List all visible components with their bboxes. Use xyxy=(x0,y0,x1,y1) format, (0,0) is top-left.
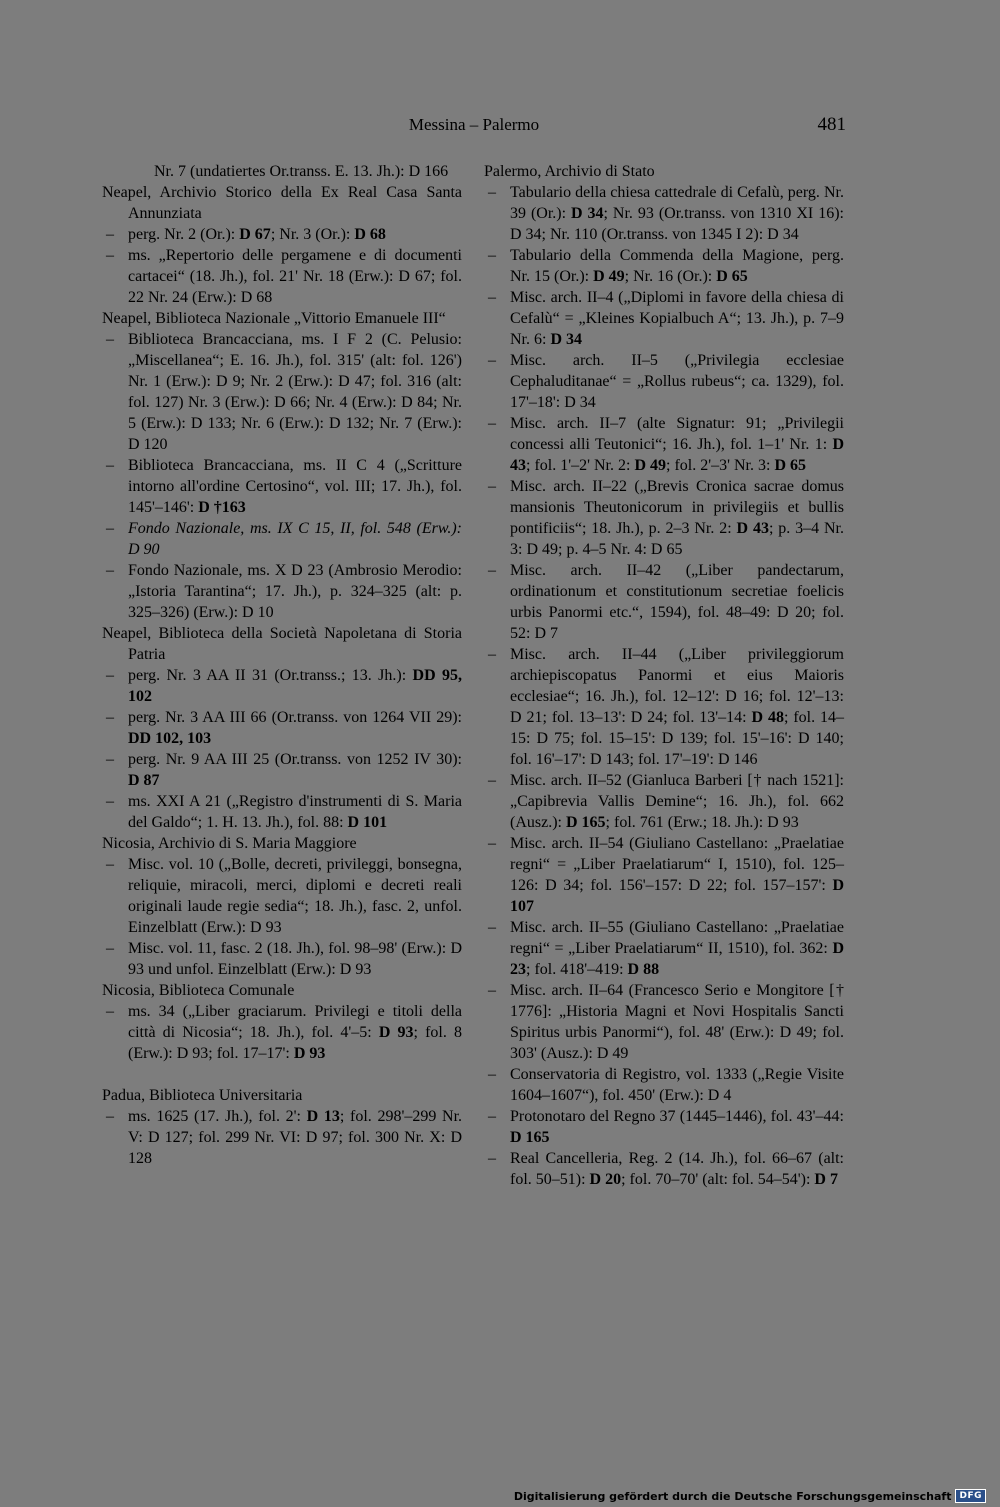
entry-text: Biblioteca Brancacciana, ms. I F 2 (C. Pelusio: „Miscellanea“; E. 16. Jh.), fol. 315' (alt: fol. 126') Nr. 1 (Erw.): D 9; Nr. 2 (Erw.): D 47; fol. 316 (alt: fol. 127) Nr. 3 (Erw.): D 66; Nr. 4 (Erw.): D 84; Nr. 5 (Erw.): D 133; Nr. 6 (Erw.): D 132; Nr. 7 (Erw.): D 120 xyxy=(128,331,462,453)
dash-marker: – xyxy=(488,478,496,495)
archive-heading: Neapel, Archivio Storico della Ex Real Casa Santa Annunziata xyxy=(102,184,462,222)
bullet-entry xyxy=(102,791,462,833)
dash-marker: – xyxy=(488,772,496,789)
entry-text: Misc. arch. II–42 („Liber pandectarum, ordinationum et constitutionum secretiae foelicis urbis Panormi etc.“, 1594), fol. 48–49: D 20; fol. 52: D 7 xyxy=(510,562,844,642)
entry-text: ms. 34 („Liber graciarum. Privilegi e titoli della città di Nicosia“; 18. Jh.), fol. 4'–5: D 93; fol. 8 (Erw.): D 93; fol. 17–17': D 93 xyxy=(128,1003,462,1062)
entry-text: Fondo Nazionale, ms. X D 23 (Ambrosio Merodio: „Istoria Tarantina“; 17. Jh.), p. 324–325 (alt: p. 325–326) (Erw.): D 10 xyxy=(128,562,462,621)
dash-marker: – xyxy=(106,520,114,537)
archive-heading: Palermo, Archivio di Stato xyxy=(484,163,655,180)
entry-text: Conservatoria di Registro, vol. 1333 („Regie Visite 1604–1607“), fol. 450' (Erw.): D 4 xyxy=(510,1066,844,1104)
archive-heading: Nicosia, Biblioteca Comunale xyxy=(102,982,295,999)
entry-text: Misc. arch. II–4 („Diplomi in favore della chiesa di Cefalù“ = „Kleines Kopialbuch A“; 13. Jh.), p. 7–9 Nr. 6: D 34 xyxy=(510,289,844,348)
bullet-entry xyxy=(484,1148,844,1190)
bullet-entry xyxy=(102,245,462,308)
entry-text: ms. „Repertorio delle pergamene e di documenti cartacei“ (18. Jh.), fol. 21' Nr. 18 (Erw.): D 67; fol. 22 Nr. 24 (Erw.): D 68 xyxy=(128,247,462,306)
entry-text: perg. Nr. 9 AA III 25 (Or.transs. von 1252 IV 30): D 87 xyxy=(128,751,462,789)
footer-credit: Digitalisierung gefördert durch die Deutsche Forschungsgemeinschaft xyxy=(513,1489,952,1503)
entry-text: ms. XXI A 21 („Registro d'instrumenti di S. Maria del Galdo“; 1. H. 13. Jh.), fol. 88: D 101 xyxy=(128,793,462,831)
running-header: Messina – Palermo xyxy=(408,115,540,134)
dash-marker: – xyxy=(488,247,496,264)
archive-heading: Neapel, Biblioteca Nazionale „Vittorio Emanuele III“ xyxy=(102,310,446,327)
bullet-entry xyxy=(102,665,462,707)
dash-marker: – xyxy=(488,1150,496,1167)
archive-heading: Nicosia, Archivio di S. Maria Maggiore xyxy=(102,835,357,852)
dash-marker: – xyxy=(106,226,114,243)
bullet-entry xyxy=(484,476,844,560)
dash-marker: – xyxy=(106,751,114,768)
bullet-entry xyxy=(484,917,844,980)
dash-marker: – xyxy=(488,646,496,663)
dash-marker: – xyxy=(488,562,496,579)
entry-text: Tabulario della Commenda della Magione, perg. Nr. 15 (Or.): D 49; Nr. 16 (Or.): D 65 xyxy=(510,247,844,285)
bullet-entry xyxy=(484,1106,844,1148)
dash-marker: – xyxy=(106,709,114,726)
entry-text: perg. Nr. 2 (Or.): D 67; Nr. 3 (Or.): D 68 xyxy=(128,226,386,243)
entry-text: Protonotaro del Regno 37 (1445–1446), fol. 43'–44: D 165 xyxy=(510,1108,844,1146)
entry-text: perg. Nr. 3 AA III 66 (Or.transs. von 1264 VII 29): DD 102, 103 xyxy=(128,709,462,747)
dash-marker: – xyxy=(106,247,114,264)
archive-heading: Padua, Biblioteca Universitaria xyxy=(102,1087,303,1104)
dash-marker: – xyxy=(488,415,496,432)
dash-marker: – xyxy=(106,856,114,873)
entry-text: ms. 1625 (17. Jh.), fol. 2': D 13; fol. 298'–299 Nr. V: D 127; fol. 299 Nr. VI: D 97; fol. 300 Nr. X: D 128 xyxy=(128,1108,463,1167)
dash-marker: – xyxy=(488,1108,496,1125)
dash-marker: – xyxy=(106,1003,114,1020)
bullet-entry xyxy=(102,1106,462,1169)
entry-text: Misc. arch. II–22 („Brevis Cronica sacrae domus mansionis Theutonicorum in privilegiis et bullis pontificiis“; 18. Jh.), p. 2–3 Nr. 2: D 43; p. 3–4 Nr. 3: D 49; p. 4–5 Nr. 4: D 65 xyxy=(510,478,845,558)
dash-marker: – xyxy=(488,982,496,999)
dash-marker: – xyxy=(488,835,496,852)
bullet-entry xyxy=(484,833,844,917)
bullet-entry xyxy=(484,644,844,770)
left-column xyxy=(102,161,462,1169)
continuation-entry: Nr. 7 (undatiertes Or.transs. E. 13. Jh.): D 166 xyxy=(154,163,449,180)
bullet-entry xyxy=(484,770,844,833)
bullet-entry xyxy=(102,854,462,938)
dash-marker: – xyxy=(106,457,114,474)
dash-marker: – xyxy=(488,289,496,306)
entry-text: Misc. arch. II–55 (Giuliano Castellano: „Praelatiae regni“ = „Liber Praelatiarum“ II, 1510), fol. 362: D 23; fol. 418'–419: D 88 xyxy=(510,919,844,978)
entry-text: Fondo Nazionale, ms. IX C 15, II, fol. 548 (Erw.): D 90 xyxy=(128,520,462,558)
bullet-entry xyxy=(484,1064,844,1106)
entry-text: Misc. arch. II–5 („Privilegia ecclesiae Cephaluditanae“ = „Rollus rubeus“; ca. 1329), fol. 17'–18': D 34 xyxy=(510,352,844,411)
bullet-entry xyxy=(484,560,844,644)
bullet-entry xyxy=(102,938,462,980)
bullet-entry xyxy=(102,329,462,455)
entry-text: Misc. arch. II–44 („Liber privileggiorum archiepiscopatus Panormi et eius Maioris ecclesiae“; 16. Jh.), fol. 12–12': D 16; fol. 12'–13: D 21; fol. 13–13': D 24; fol. 13'–14: D 48; fol. 14–15: D 75; fol. 15–15': D 139; fol. 15'–16': D 140; fol. 16'–17': D 143; fol. 17'–19': D 146 xyxy=(510,646,845,768)
bullet-entry xyxy=(102,455,462,518)
footer xyxy=(514,1489,986,1503)
entry-text: perg. Nr. 3 AA II 31 (Or.transs.; 13. Jh.): DD 95, 102 xyxy=(128,667,463,705)
bullet-entry xyxy=(484,350,844,413)
bullet-entry xyxy=(484,413,844,476)
dash-marker: – xyxy=(488,352,496,369)
entry-text: Real Cancelleria, Reg. 2 (14. Jh.), fol. 66–67 (alt: fol. 50–51): D 20; fol. 70–70' (alt: fol. 54–54'): D 7 xyxy=(510,1150,844,1188)
dash-marker: – xyxy=(106,793,114,810)
entry-text: Misc. arch. II–64 (Francesco Serio e Mongitore [† 1776]: „Historia Magni et Novi Hospitalis Sancti Spiritus urbis Panormi“), fol. 48' (Erw.): D 49; fol. 303' (Ausz.): D 49 xyxy=(510,982,844,1062)
dash-marker: – xyxy=(106,562,114,579)
bullet-entry xyxy=(102,749,462,791)
bullet-entry xyxy=(102,560,462,623)
dash-marker: – xyxy=(488,919,496,936)
bullet-entry xyxy=(102,1001,462,1064)
bullet-entry xyxy=(484,245,844,287)
dash-marker: – xyxy=(488,184,496,201)
bullet-entry xyxy=(484,980,844,1064)
dfg-logo: DFG xyxy=(955,1489,986,1503)
entry-text: Misc. vol. 10 („Bolle, decreti, privileggi, bonsegna, reliquie, miracoli, merci, diplomi e decreti reali originali laude regie sedia“; 18. Jh.), fasc. 2, unfol. Einzelblatt (Erw.): D 93 xyxy=(128,856,462,936)
bullet-entry xyxy=(102,518,462,560)
page-number: 481 xyxy=(817,114,846,135)
dash-marker: – xyxy=(488,1066,496,1083)
dash-marker: – xyxy=(106,667,114,684)
dash-marker: – xyxy=(106,940,114,957)
bullet-entry xyxy=(102,707,462,749)
entry-text: Biblioteca Brancacciana, ms. II C 4 („Scritture intorno all'ordine Certosino“, vol. III; 17. Jh.), fol. 145'–146': D †163 xyxy=(128,457,462,516)
entry-text: Misc. arch. II–52 (Gianluca Barberi [† nach 1521]: „Capibrevia Vallis Demine“; 16. Jh.), fol. 662 (Ausz.): D 165; fol. 761 (Erw.; 18. Jh.): D 93 xyxy=(510,772,844,831)
entry-text: Misc. vol. 11, fasc. 2 (18. Jh.), fol. 98–98' (Erw.): D 93 und unfol. Einzelblatt (Erw.): D 93 xyxy=(128,940,462,978)
bullet-entry xyxy=(484,182,844,245)
entry-text: Tabulario della chiesa cattedrale di Cefalù, perg. Nr. 39 (Or.): D 34; Nr. 93 (Or.transs. von 1310 XI 16): D 34; Nr. 110 (Or.transs. von 1345 I 2): D 34 xyxy=(510,184,844,243)
bullet-entry xyxy=(484,287,844,350)
bullet-entry xyxy=(102,224,462,245)
entry-text: Misc. arch. II–54 (Giuliano Castellano: „Praelatiae regni“ = „Liber Praelatiarum“ I, 1510), fol. 125–126: D 34; fol. 156'–157: D 22; fol. 157–157': D 107 xyxy=(510,835,844,915)
archive-heading: Neapel, Biblioteca della Società Napoletana di Storia Patria xyxy=(102,625,462,663)
dash-marker: – xyxy=(106,331,114,348)
dash-marker: – xyxy=(106,1108,114,1125)
right-column xyxy=(484,161,844,1190)
entry-text: Misc. arch. II–7 (alte Signatur: 91; „Privilegii concessi alli Teutonici“; 16. Jh.), fol. 1–1' Nr. 1: D 43; fol. 1'–2' Nr. 2: D 49; fol. 2'–3' Nr. 3: D 65 xyxy=(510,415,844,474)
